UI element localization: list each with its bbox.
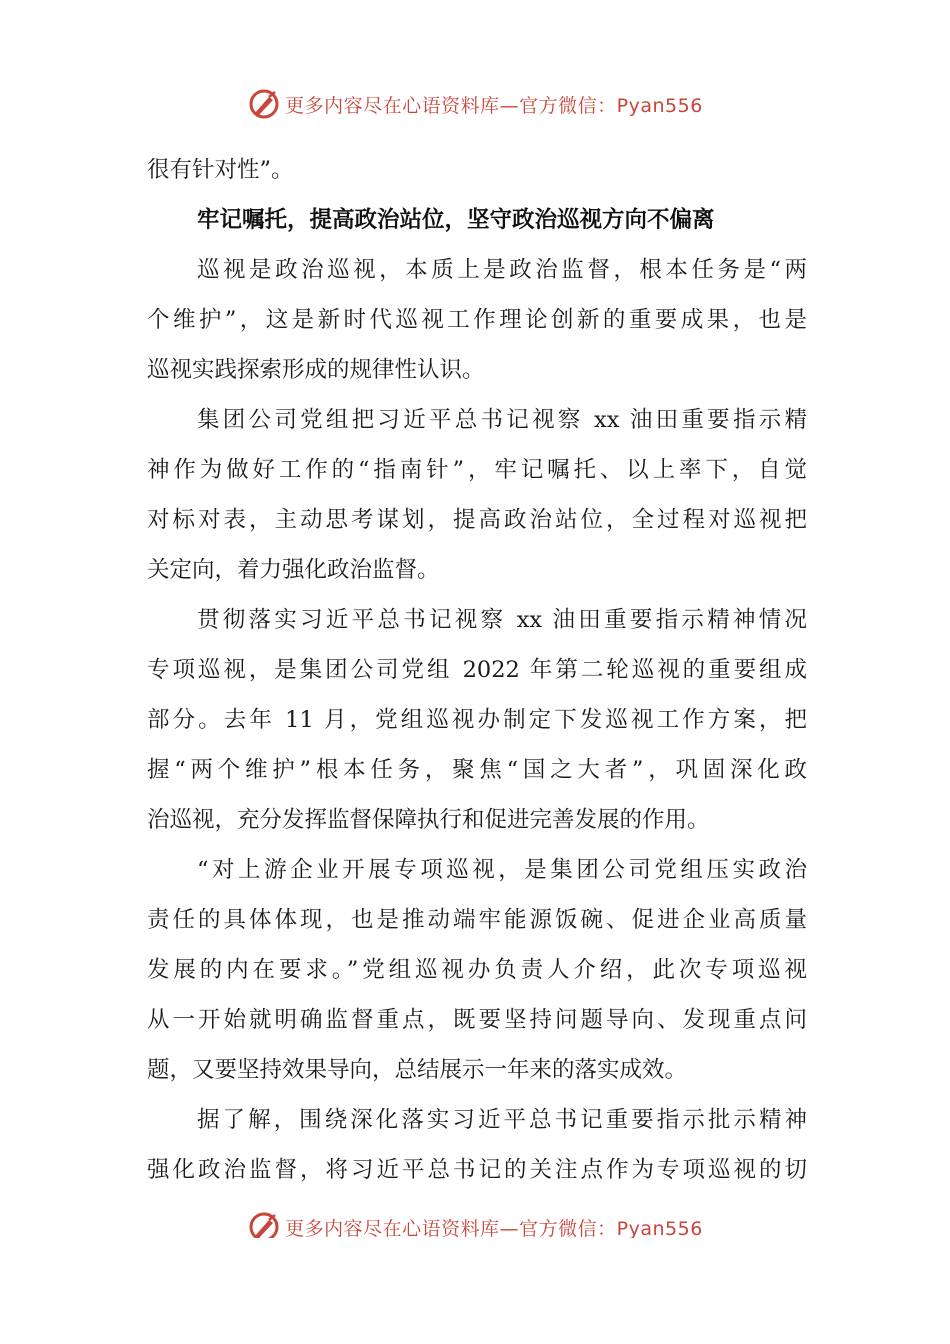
watermark-banner-top (0, 84, 950, 124)
paragraph-line: 责任的具体体现，也是推动端牢能源饭碗、促进企业高质量 (147, 907, 807, 933)
paragraph-line: 治巡视，充分发挥监督保障执行和促进完善发展的作用。 (147, 807, 710, 833)
paragraph-line: 贯彻落实习近平总书记视察 xx 油田重要指示精神情况 (197, 607, 807, 633)
document-body (147, 145, 807, 1195)
paragraph-line: 从一开始就明确监督重点，既要坚持问题导向、发现重点问 (147, 1007, 807, 1033)
paragraph-line: 个维护”，这是新时代巡视工作理论创新的重要成果，也是 (147, 307, 807, 333)
section-heading: 牢记嘱托，提高政治站位，坚守政治巡视方向不偏离 (197, 207, 715, 233)
paragraph-line: 强化政治监督，将习近平总书记的关注点作为专项巡视的切 (147, 1157, 807, 1183)
paragraph-line: 发展的内在要求。”党组巡视办负责人介绍，此次专项巡视 (147, 957, 807, 983)
paragraph-line: 关定向，着力强化政治监督。 (147, 557, 440, 583)
paragraph-line: 巡视是政治巡视，本质上是政治监督，根本任务是“两 (197, 257, 807, 283)
paragraph-line: 据了解，围绕深化落实习近平总书记重要指示批示精神 (197, 1107, 807, 1133)
paragraph-line: 专项巡视，是集团公司党组 2022 年第二轮巡视的重要组成 (147, 657, 807, 683)
paragraph-line: 握“两个维护”根本任务，聚焦“国之大者”，巩固深化政 (147, 757, 807, 783)
paragraph-line: 集团公司党组把习近平总书记视察 xx 油田重要指示精 (197, 407, 807, 433)
paragraph-line: 对标对表，主动思考谋划，提高政治站位，全过程对巡视把 (147, 507, 807, 533)
paragraph-line: 神作为做好工作的“指南针”，牢记嘱托、以上率下，自觉 (147, 457, 807, 483)
paragraph-line: 很有针对性”。 (147, 157, 294, 183)
watermark-text: 更多内容尽在心语资料库—官方微信：Pyan556 (285, 1217, 703, 1238)
pen-logo-icon (247, 87, 281, 121)
watermark-banner-bottom (0, 1204, 950, 1238)
paragraph-line: “对上游企业开展专项巡视，是集团公司党组压实政治 (197, 857, 807, 883)
paragraph-line: 部分。去年 11 月，党组巡视办制定下发巡视工作方案，把 (147, 707, 807, 733)
watermark-text: 更多内容尽在心语资料库—官方微信：Pyan556 (285, 94, 703, 117)
paragraph-line: 题，又要坚持效果导向，总结展示一年来的落实成效。 (147, 1057, 688, 1083)
pen-logo-icon (247, 1210, 281, 1238)
paragraph-line: 巡视实践探索形成的规律性认识。 (147, 357, 485, 383)
